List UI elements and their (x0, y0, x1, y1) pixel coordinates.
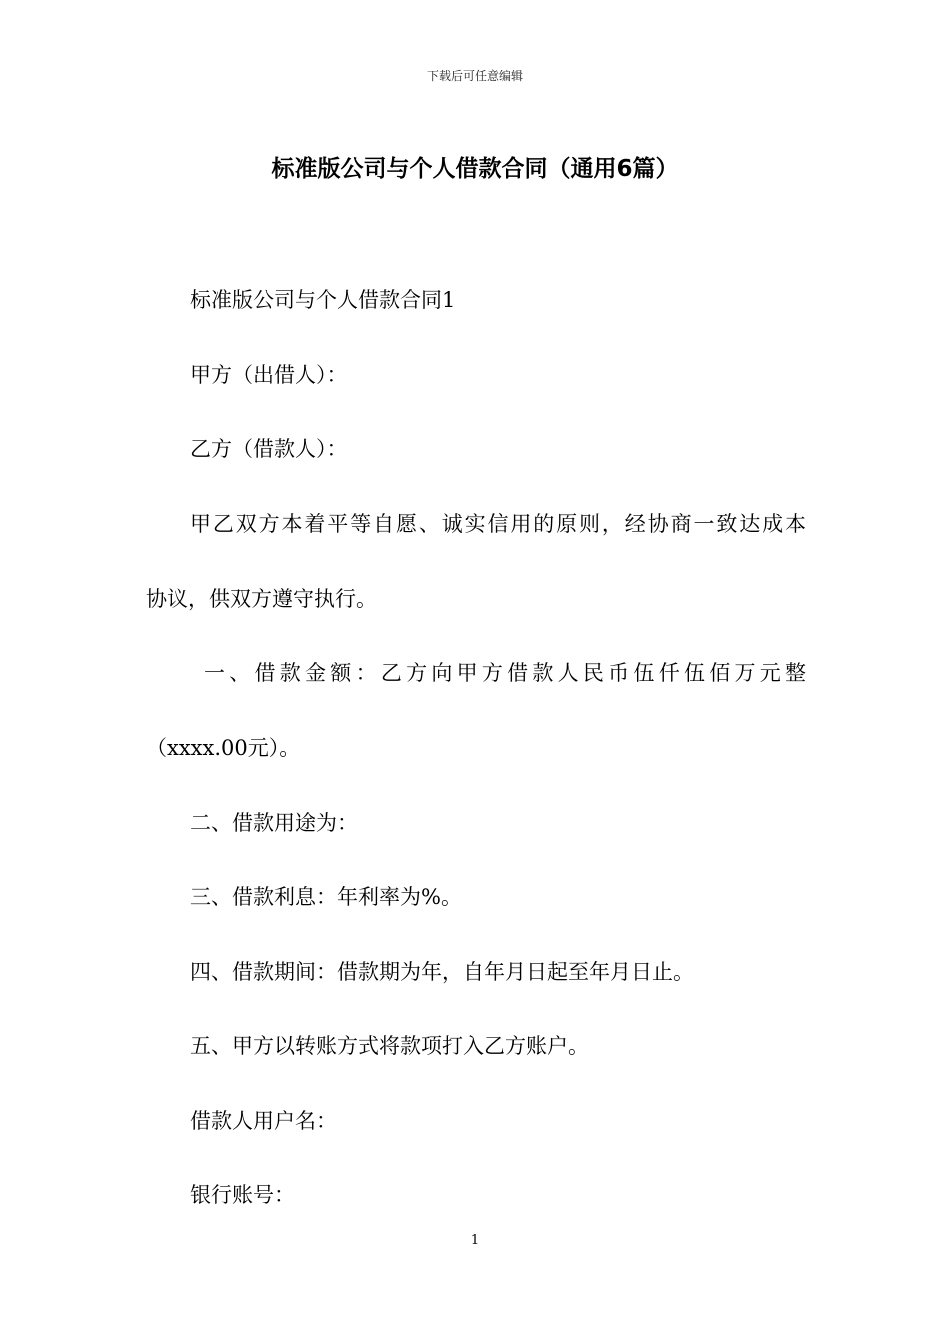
clause-3: 三、借款利息：年利率为%。 (190, 885, 462, 909)
clause-5: 五、甲方以转账方式将款项打入乙方账户。 (190, 1034, 589, 1058)
borrower-name-line: 借款人用户名： (190, 1109, 337, 1133)
document-title: 标准版公司与个人借款合同（通用6篇） (271, 156, 679, 182)
header-note: 下载后可任意编辑 (426, 69, 523, 83)
clause-2: 二、借款用途为： (190, 811, 358, 835)
bank-account-line: 银行账号： (190, 1183, 295, 1207)
party-b-line: 乙方（借款人）： (190, 437, 348, 461)
clause-4: 四、借款期间：借款期为年，自年月日起至年月日止。 (190, 960, 694, 984)
clause-1-line-1: 一、借款金额：乙方向甲方借款人民币伍仟伍佰万元整 (204, 661, 806, 685)
party-a-line: 甲方（出借人）： (190, 363, 348, 387)
page-number: 1 (470, 1233, 480, 1248)
intro-paragraph-line-1: 甲乙双方本着平等自愿、诚实信用的原则，经协商一致达成本 (190, 512, 806, 536)
intro-paragraph-line-2: 协议，供双方遵守执行。 (146, 587, 377, 611)
contract-subtitle: 标准版公司与个人借款合同1 (190, 288, 456, 312)
clause-1-line-2: （xxxx.00元）。 (146, 736, 301, 760)
